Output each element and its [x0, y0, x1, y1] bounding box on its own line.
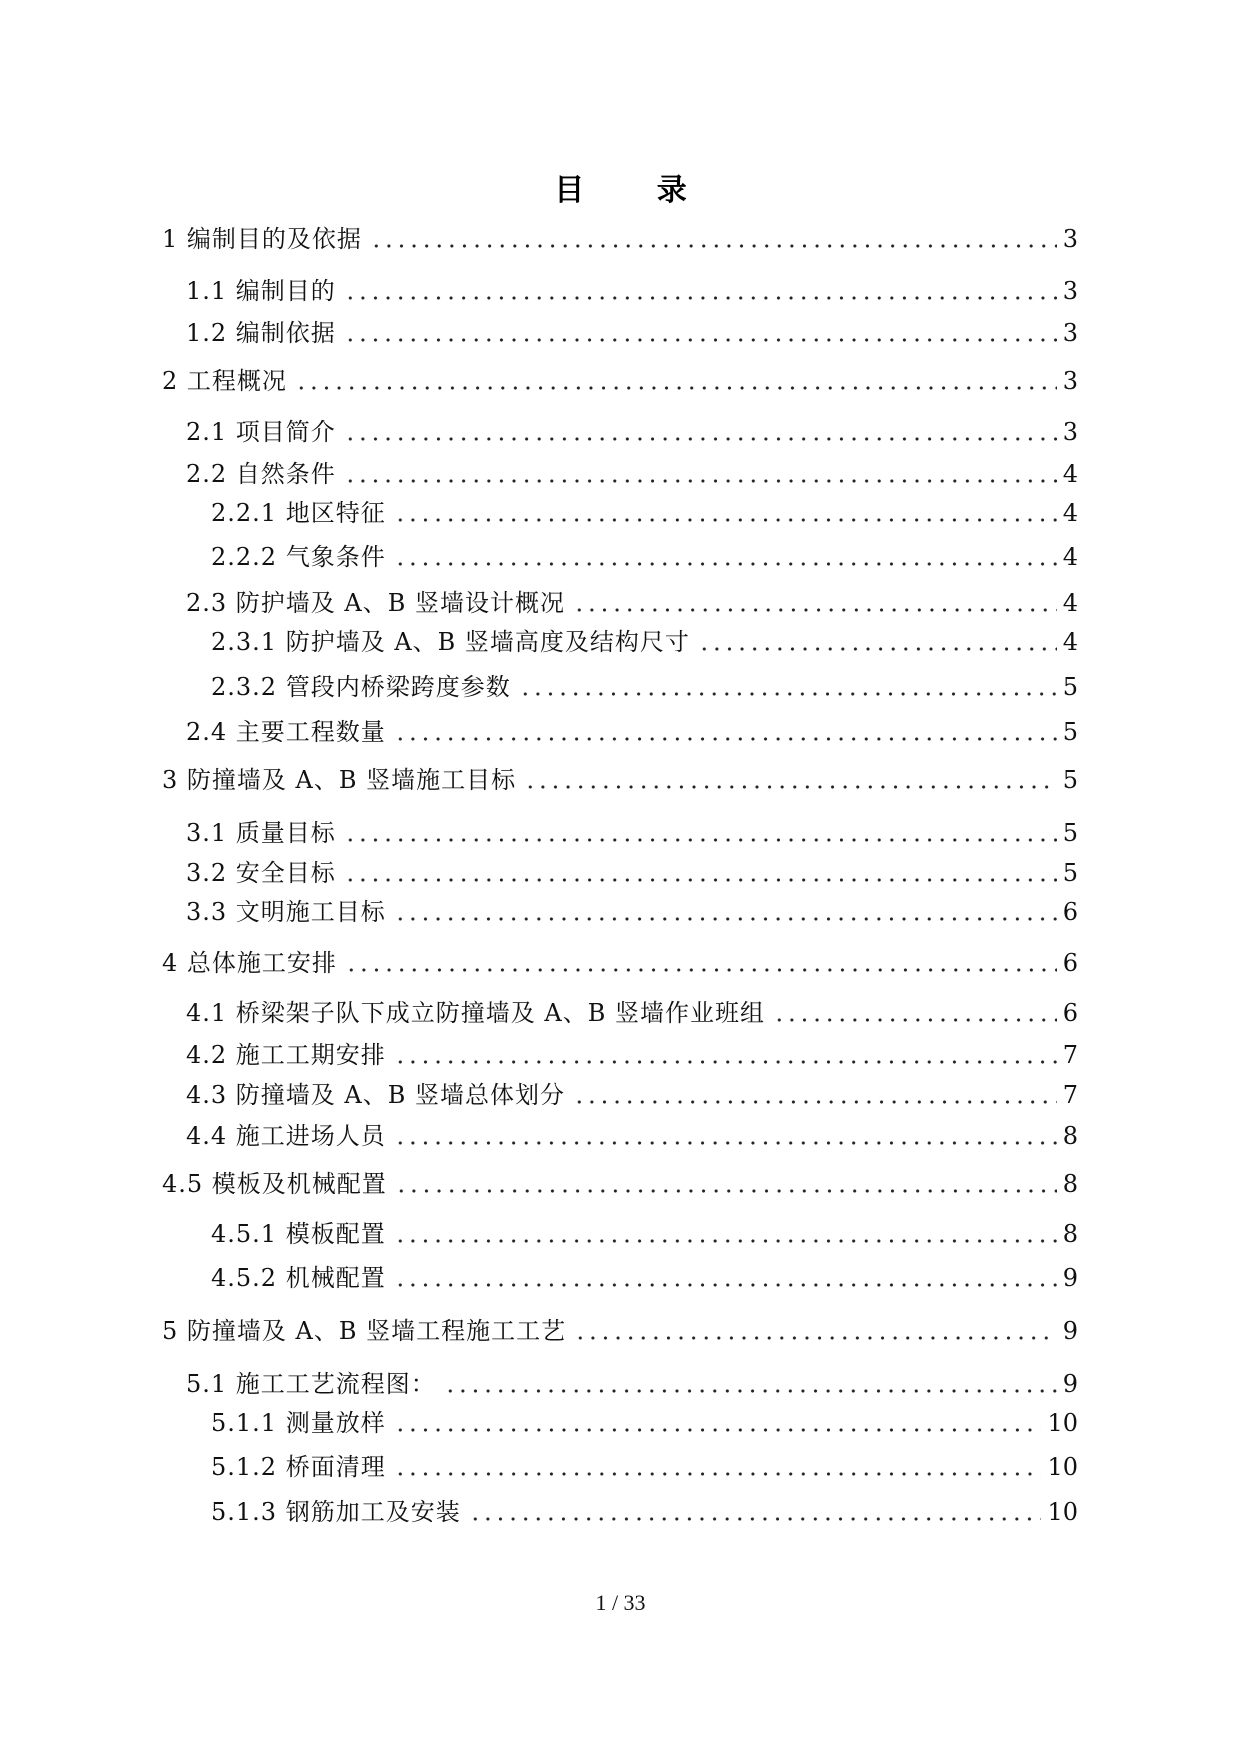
- dot-leader: [395, 1189, 1057, 1193]
- dot-leader: [344, 437, 1057, 441]
- toc-entry[interactable]: [186, 459, 1078, 489]
- toc-entry-page: 5: [1062, 819, 1078, 847]
- toc-entry-title: 4.1 桥梁架子队下成立防撞墙及 A、B 竖墙作业班组: [186, 999, 766, 1027]
- toc-entry-page: 9: [1062, 1264, 1078, 1292]
- toc-entry[interactable]: [186, 1369, 1078, 1399]
- toc-entry-page: 6: [1062, 999, 1078, 1027]
- toc-entry[interactable]: [186, 897, 1078, 927]
- toc-entry[interactable]: [211, 1219, 1078, 1249]
- toc-entry-page: 8: [1062, 1122, 1078, 1150]
- dot-leader: [345, 968, 1057, 972]
- toc-entry-title: 2.4 主要工程数量: [186, 718, 386, 746]
- dot-leader: [394, 562, 1057, 566]
- toc-entry-title: 1.1 编制目的: [186, 277, 336, 305]
- toc-entry-page: 10: [1047, 1453, 1078, 1481]
- toc-entry[interactable]: [186, 588, 1078, 618]
- toc-entry-title: 2.3 防护墙及 A、B 竖墙设计概况: [186, 589, 566, 617]
- toc-entry-title: 1 编制目的及依据: [162, 225, 362, 253]
- toc-entry-title: 4.5.1 模板配置: [211, 1220, 386, 1248]
- dot-leader: [573, 608, 1057, 612]
- toc-entry-page: 4: [1062, 499, 1078, 527]
- toc-entry[interactable]: [186, 1080, 1078, 1110]
- dot-leader: [394, 737, 1057, 741]
- toc-entry[interactable]: [211, 627, 1078, 657]
- toc-entry-title: 5.1 施工工艺流程图：: [186, 1370, 436, 1398]
- toc-entry[interactable]: [162, 224, 1078, 254]
- toc-entry[interactable]: [211, 498, 1078, 528]
- dot-leader: [773, 1018, 1057, 1022]
- toc-entry-title: 2.2.2 气象条件: [211, 543, 386, 571]
- toc-entry[interactable]: [211, 1452, 1078, 1482]
- toc-entry[interactable]: [186, 417, 1078, 447]
- dot-leader: [344, 838, 1057, 842]
- toc-entry[interactable]: [186, 858, 1078, 888]
- toc-entry-page: 9: [1062, 1317, 1078, 1345]
- toc-entry-title: 4.5 模板及机械配置: [162, 1170, 387, 1198]
- toc-entry-page: 9: [1062, 1370, 1078, 1398]
- toc-entry-title: 4.4 施工进场人员: [186, 1122, 386, 1150]
- dot-leader: [394, 1060, 1057, 1064]
- toc-heading: 目 录: [554, 173, 687, 208]
- toc-entry[interactable]: [162, 1169, 1078, 1199]
- dot-leader: [394, 1283, 1057, 1287]
- dot-leader: [344, 479, 1057, 483]
- toc-entry-title: 2.2.1 地区特征: [211, 499, 386, 527]
- dot-leader: [573, 1100, 1057, 1104]
- toc-entry-title: 4 总体施工安排: [162, 949, 337, 977]
- toc-entry-title: 3.2 安全目标: [186, 859, 336, 887]
- toc-entry-title: 3.3 文明施工目标: [186, 898, 386, 926]
- toc-entry-page: 6: [1062, 949, 1078, 977]
- toc-entry-title: 5.1.1 测量放样: [211, 1409, 386, 1437]
- dot-leader: [574, 1336, 1057, 1340]
- dot-leader: [344, 878, 1057, 882]
- toc-entry-page: 6: [1062, 898, 1078, 926]
- toc-entry[interactable]: [162, 1316, 1078, 1346]
- toc-entry[interactable]: [211, 672, 1078, 702]
- page-number: 1 / 33: [595, 1590, 646, 1615]
- toc-entry-title: 3 防撞墙及 A、B 竖墙施工目标: [162, 766, 517, 794]
- toc-entry-title: 2.3.1 防护墙及 A、B 竖墙高度及结构尺寸: [211, 628, 690, 656]
- toc-entry-page: 5: [1062, 859, 1078, 887]
- toc-entry-title: 1.2 编制依据: [186, 319, 336, 347]
- toc-entry-title: 2.1 项目简介: [186, 418, 336, 446]
- toc-entry-title: 5.1.3 钢筋加工及安装: [211, 1498, 461, 1526]
- toc-entry-page: 3: [1062, 367, 1078, 395]
- toc-entry[interactable]: [186, 1040, 1078, 1070]
- toc-entry-page: 3: [1062, 225, 1078, 253]
- toc-entry-title: 4.2 施工工期安排: [186, 1041, 386, 1069]
- dot-leader: [519, 692, 1057, 696]
- dot-leader: [344, 296, 1057, 300]
- toc-entry-title: 2 工程概况: [162, 367, 287, 395]
- toc-entry[interactable]: [162, 948, 1078, 978]
- dot-leader: [394, 1472, 1042, 1476]
- toc-entry-page: 5: [1062, 766, 1078, 794]
- toc-entry[interactable]: [162, 366, 1078, 396]
- toc-entry-page: 4: [1062, 460, 1078, 488]
- dot-leader: [524, 785, 1057, 789]
- dot-leader: [370, 244, 1057, 248]
- toc-entry-page: 7: [1062, 1041, 1078, 1069]
- toc-entry-title: 4.3 防撞墙及 A、B 竖墙总体划分: [186, 1081, 566, 1109]
- toc-entry-page: 4: [1062, 543, 1078, 571]
- toc-entry-page: 4: [1062, 589, 1078, 617]
- toc-entry[interactable]: [211, 1263, 1078, 1293]
- dot-leader: [698, 647, 1057, 651]
- dot-leader: [394, 1239, 1057, 1243]
- dot-leader: [295, 386, 1057, 390]
- toc-entry[interactable]: [211, 1408, 1078, 1438]
- dot-leader: [394, 1141, 1057, 1145]
- toc-entry-title: 2.3.2 管段内桥梁跨度参数: [211, 673, 511, 701]
- dot-leader: [394, 917, 1057, 921]
- toc-entry-title: 5 防撞墙及 A、B 竖墙工程施工工艺: [162, 1317, 567, 1345]
- toc-entry-page: 5: [1062, 718, 1078, 746]
- toc-entry-title: 2.2 自然条件: [186, 460, 336, 488]
- toc-entry[interactable]: [186, 276, 1078, 306]
- toc-entry-page: 8: [1062, 1170, 1078, 1198]
- dot-leader: [344, 338, 1057, 342]
- dot-leader: [394, 1428, 1042, 1432]
- toc-entry[interactable]: [186, 318, 1078, 348]
- toc-entry-page: 5: [1062, 673, 1078, 701]
- toc-entry[interactable]: [186, 998, 1078, 1028]
- toc-entry[interactable]: [186, 1121, 1078, 1151]
- toc-entry-page: 3: [1062, 277, 1078, 305]
- toc-entry-title: 4.5.2 机械配置: [211, 1264, 386, 1292]
- toc-entry-title: 3.1 质量目标: [186, 819, 336, 847]
- dot-leader: [444, 1389, 1057, 1393]
- dot-leader: [394, 518, 1057, 522]
- toc-entry-page: 8: [1062, 1220, 1078, 1248]
- toc-entry-page: 7: [1062, 1081, 1078, 1109]
- toc-entry-page: 4: [1062, 628, 1078, 656]
- toc-entry-title: 5.1.2 桥面清理: [211, 1453, 386, 1481]
- toc-entry[interactable]: [211, 1497, 1078, 1527]
- toc-entry[interactable]: [162, 765, 1078, 795]
- toc-entry-page: 10: [1047, 1498, 1078, 1526]
- toc-entry[interactable]: [186, 818, 1078, 848]
- dot-leader: [469, 1517, 1042, 1521]
- toc-entry[interactable]: [211, 542, 1078, 572]
- toc-entry-page: 3: [1062, 418, 1078, 446]
- toc-entry-page: 3: [1062, 319, 1078, 347]
- toc-entry-page: 10: [1047, 1409, 1078, 1437]
- toc-entry[interactable]: [186, 717, 1078, 747]
